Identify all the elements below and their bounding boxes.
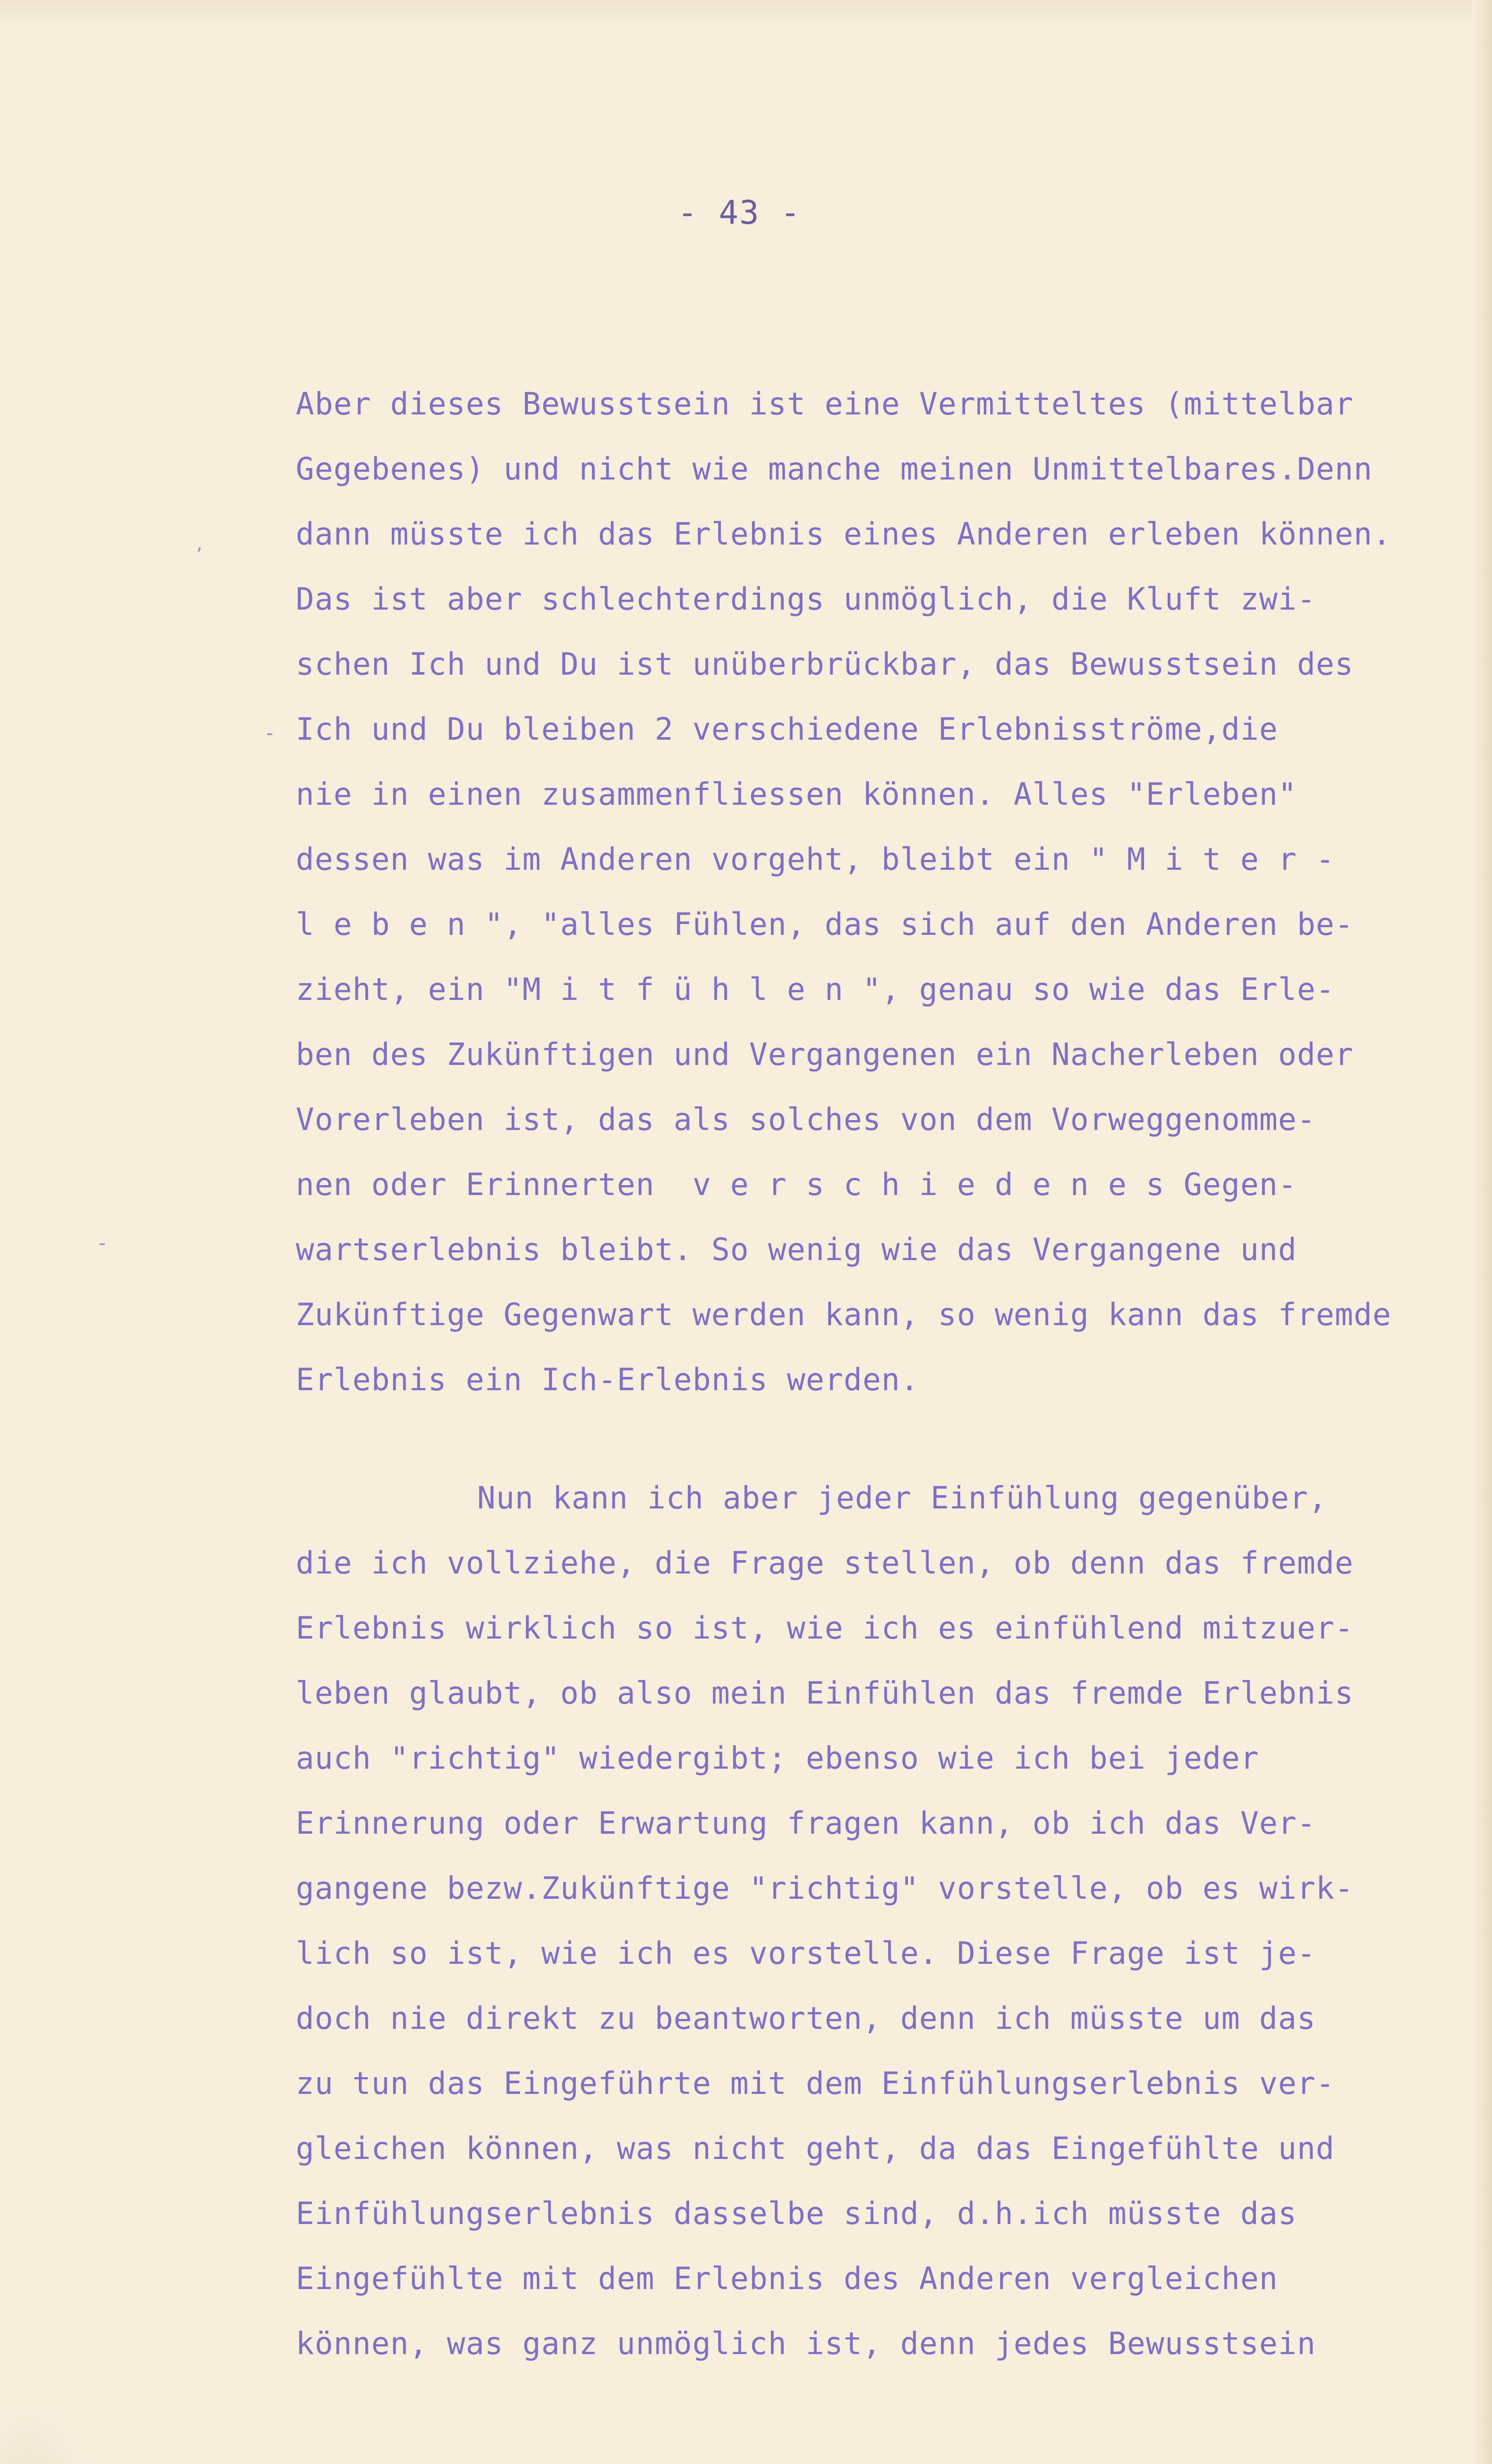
text-line: dann müsste ich das Erlebnis eines Anderen erleben können. (296, 516, 1391, 552)
paper-stain (0, 2405, 99, 2464)
text-line: schen Ich und Du ist unüberbrückbar, das Bewusstsein des (296, 646, 1354, 682)
text-line: dessen was im Anderen vorgeht, bleibt ein " M i t e r - (296, 841, 1335, 877)
text-line: Erinnerung oder Erwartung fragen kann, ob ich das Ver- (296, 1805, 1316, 1841)
text-line: zieht, ein "M i t f ü h l e n ", genau so wie das Erle- (296, 971, 1335, 1007)
text-line: Erlebnis wirklich so ist, wie ich es einfühlend mitzuer- (296, 1610, 1354, 1646)
text-line: l e b e n ", "alles Fühlen, das sich auf den Anderen be- (296, 906, 1354, 942)
margin-mark: - (266, 722, 274, 745)
text-line: Ich und Du bleiben 2 verschiedene Erlebnisströme,die (296, 711, 1279, 747)
text-line: Das ist aber schlechterdings unmöglich, die Kluft zwi- (296, 581, 1316, 617)
text-line: lich so ist, wie ich es vorstelle. Diese Frage ist je- (296, 1935, 1316, 1971)
text-line: nie in einen zusammenfliessen können. Alles "Erleben" (296, 776, 1297, 812)
text-line: Erlebnis ein Ich-Erlebnis werden. (296, 1362, 919, 1398)
text-line: Nun kann ich aber jeder Einfühlung gegenüber, (477, 1480, 1327, 1516)
text-line: auch "richtig" wiedergibt; ebenso wie ich bei jeder (296, 1740, 1259, 1776)
paper-edge-right (1472, 0, 1492, 2464)
text-line: doch nie direkt zu beantworten, denn ich müsste um das (296, 2000, 1316, 2036)
text-line: können, was ganz unmöglich ist, denn jedes Bewusstsein (296, 2326, 1316, 2361)
margin-mark: - (99, 1232, 106, 1255)
text-line: gleichen können, was nicht geht, da das Eingefühlte und (296, 2130, 1335, 2166)
text-line: Vorerleben ist, das als solches von dem Vorweggenomme- (296, 1101, 1316, 1137)
text-line: Aber dieses Bewusstsein ist eine Vermitteltes (mittelbar (296, 386, 1354, 422)
text-line: gangene bezw.Zukünftige "richtig" vorstelle, ob es wirk- (296, 1870, 1354, 1906)
text-line: ben des Zukünftigen und Vergangenen ein Nacherleben oder (296, 1036, 1354, 1072)
text-line: Einfühlungserlebnis dasselbe sind, d.h.ich müsste das (296, 2195, 1297, 2231)
text-line: wartserlebnis bleibt. So wenig wie das Vergangene und (296, 1232, 1297, 1267)
page-number: - 43 - (677, 194, 801, 232)
text-line: nen oder Erinnerten v e r s c h i e d e n e s Gegen- (296, 1166, 1297, 1202)
text-line: die ich vollziehe, die Frage stellen, ob denn das fremde (296, 1545, 1354, 1581)
text-line: Gegebenes) und nicht wie manche meinen Unmittelbares.Denn (296, 451, 1373, 487)
text-line: leben glaubt, ob also mein Einfühlen das fremde Erlebnis (296, 1675, 1354, 1711)
text-line: zu tun das Eingeführte mit dem Einfühlungserlebnis ver- (296, 2065, 1335, 2101)
paper-edge-top (0, 0, 1492, 27)
margin-mark: , (196, 532, 203, 555)
text-line: Eingefühlte mit dem Erlebnis des Anderen vergleichen (296, 2260, 1279, 2296)
text-line: Zukünftige Gegenwart werden kann, so wenig kann das fremde (296, 1297, 1391, 1333)
